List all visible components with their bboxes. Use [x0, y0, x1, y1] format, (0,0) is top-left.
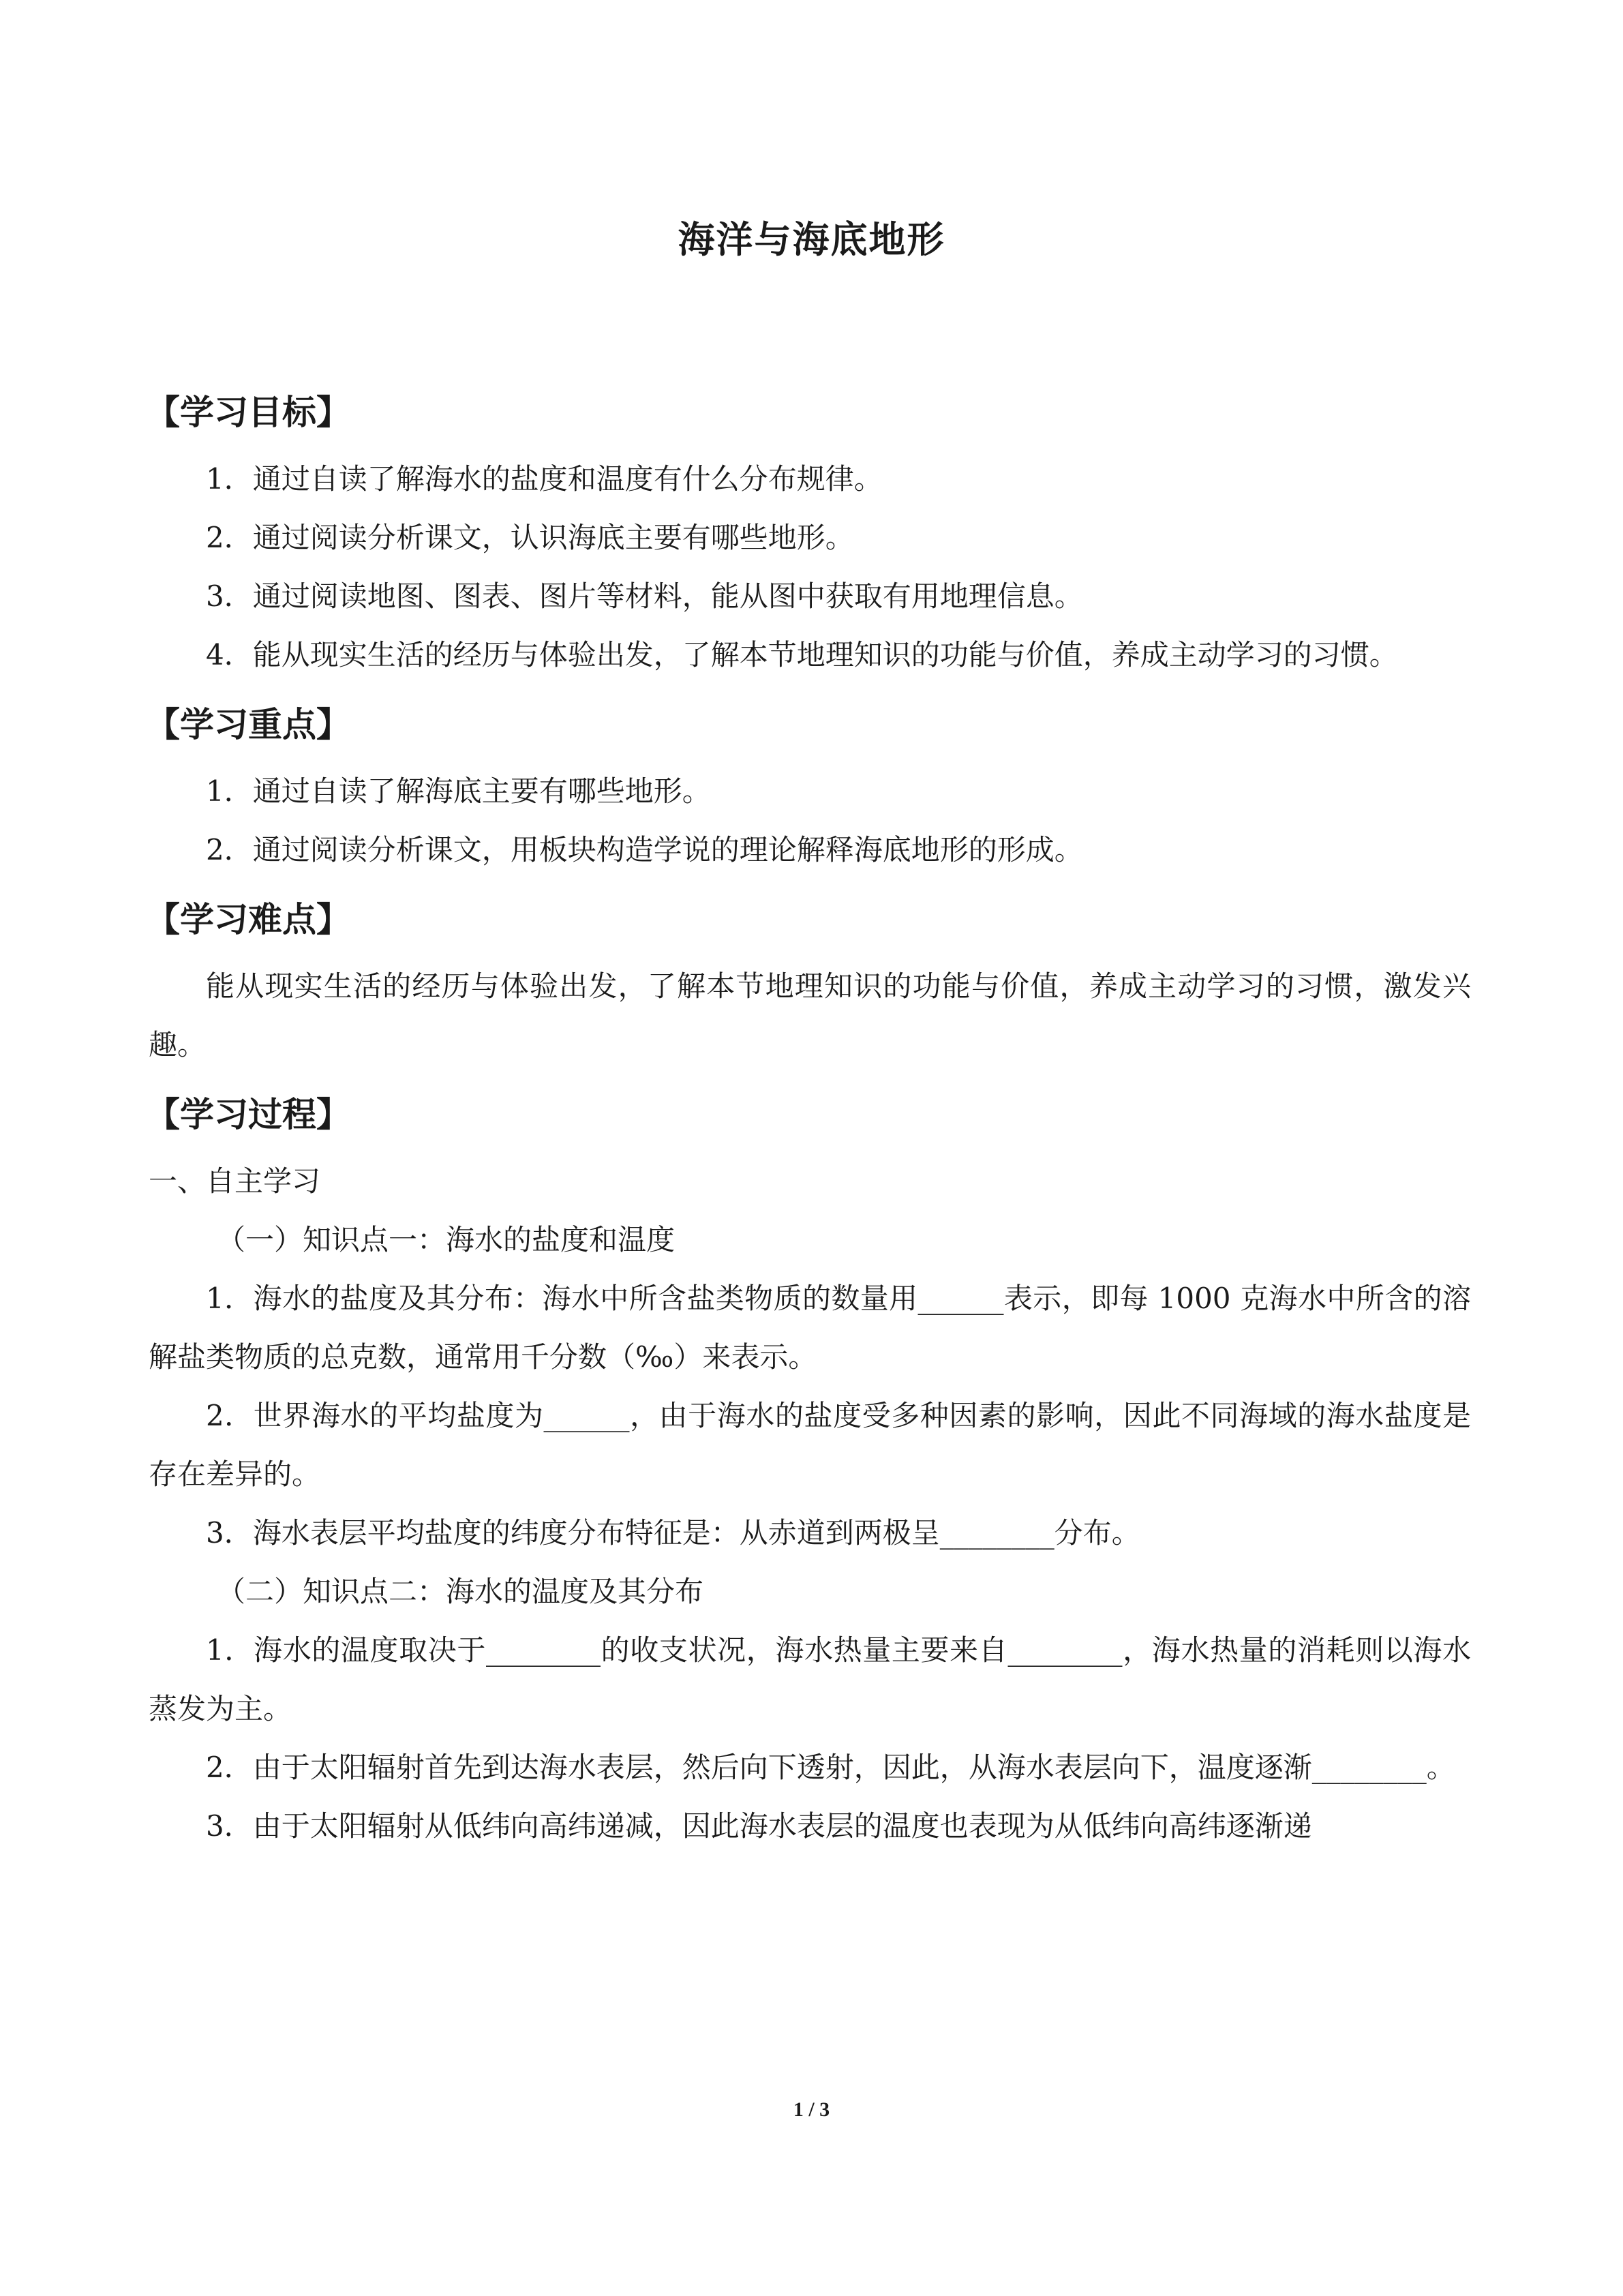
section-heading-objectives: 【学习目标】: [146, 393, 350, 432]
kp2-item-1: 1．海水的温度取决于________的收支状况，海水热量主要来自________，海水热量的消耗则以海水蒸发为主。: [149, 1633, 1471, 1725]
section-heading-difficulties: 【学习难点】: [146, 900, 350, 939]
objective-item-2: 2．通过阅读分析课文，认识海底主要有哪些地形。: [206, 521, 854, 554]
keypoint-item-1: 1．通过自读了解海底主要有哪些地形。: [206, 774, 711, 808]
document-body: [146, 382, 1471, 1856]
objective-item-1: 1．通过自读了解海水的盐度和温度有什么分布规律。: [206, 462, 883, 496]
kp1-item-3: 3．海水表层平均盐度的纬度分布特征是：从赤道到两极呈________分布。: [206, 1516, 1140, 1550]
kp1-item-2: 2．世界海水的平均盐度为______，由于海水的盐度受多种因素的影响，因此不同海域的海水盐度是存在差异的。: [149, 1399, 1471, 1491]
kp2-item-2: 2．由于太阳辐射首先到达海水表层，然后向下透射，因此，从海水表层向下，温度逐渐________。: [206, 1751, 1455, 1784]
document-title: 海洋与海底地形: [678, 218, 945, 261]
page-number: 1 / 3: [793, 2098, 830, 2121]
knowledge-point-2-title: （二）知识点二：海水的温度及其分布: [217, 1575, 704, 1608]
section-heading-keypoints: 【学习重点】: [146, 705, 350, 744]
process-part1-title: 一、自主学习: [149, 1164, 321, 1198]
kp1-item-1: 1．海水的盐度及其分布：海水中所含盐类物质的数量用______表示，即每 1000 克海水中所含的溶解盐类物质的总克数，通常用千分数（‰）来表示。: [149, 1282, 1471, 1374]
keypoint-item-2: 2．通过阅读分析课文，用板块构造学说的理论解释海底地形的形成。: [206, 833, 1083, 866]
knowledge-point-1-title: （一）知识点一：海水的盐度和温度: [217, 1223, 676, 1256]
objective-item-4: 4．能从现实生活的经历与体验出发，了解本节地理知识的功能与价值，养成主动学习的习惯。: [206, 638, 1398, 671]
objective-item-3: 3．通过阅读地图、图表、图片等材料，能从图中获取有用地理信息。: [206, 579, 1083, 613]
difficulty-text: 能从现实生活的经历与体验出发，了解本节地理知识的功能与价值，养成主动学习的习惯，激发兴趣。: [149, 969, 1471, 1061]
section-heading-process: 【学习过程】: [146, 1095, 350, 1134]
kp2-item-3: 3．由于太阳辐射从低纬向高纬递减，因此海水表层的温度也表现为从低纬向高纬逐渐递: [206, 1809, 1312, 1843]
